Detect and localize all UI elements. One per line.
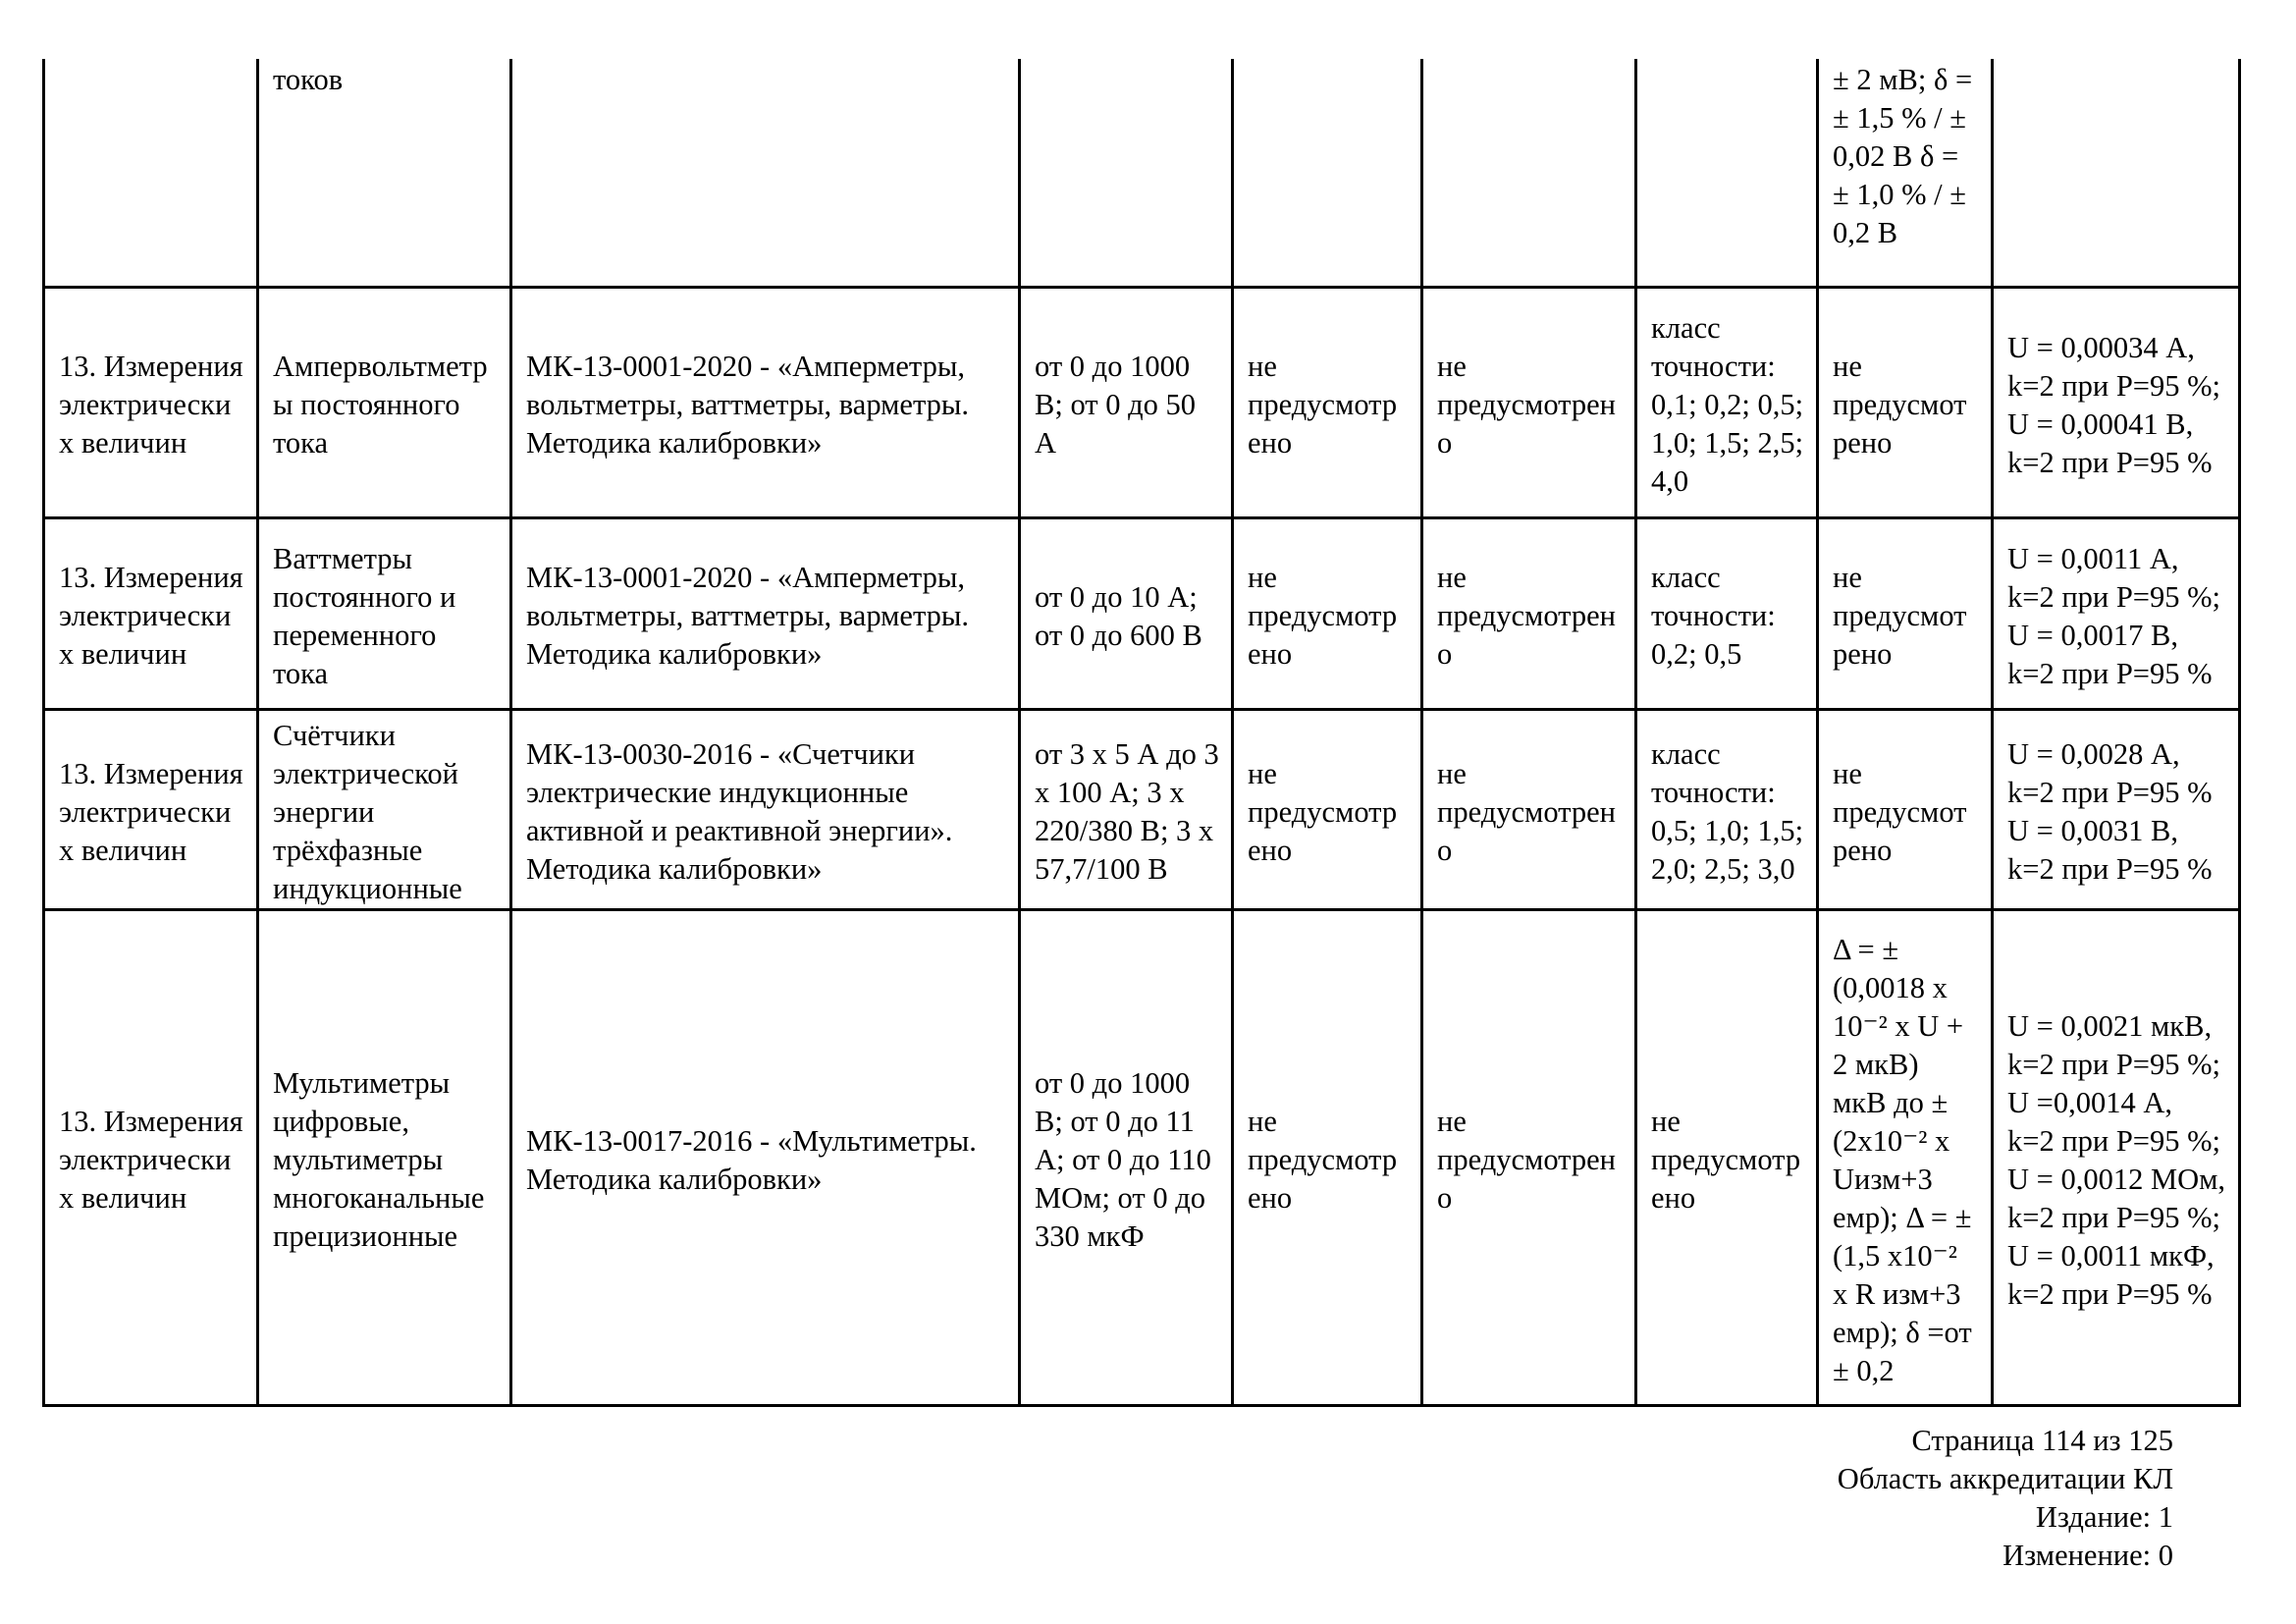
- cell-object: Ампервольтметры постоянного тока: [258, 287, 511, 517]
- cell-area: 13. Измерения электрических величин: [44, 909, 258, 1405]
- cell-area: 13. Измерения электрических величин: [44, 517, 258, 709]
- cell-accuracy-class: класс точности: 0,1; 0,2; 0,5; 1,0; 1,5; 2,5; 4,0: [1636, 287, 1818, 517]
- table-cell: [1233, 59, 1422, 287]
- cell-col5: не предусмотрено: [1233, 287, 1422, 517]
- cell-object: Мультиметры цифровые, мультиметры многоканальные прецизионные: [258, 909, 511, 1405]
- cell-col6: не предусмотрено: [1422, 517, 1636, 709]
- cell-uncertainty: U = 0,0021 мкВ, k=2 при P=95 %; U =0,0014 А, k=2 при P=95 %; U = 0,0012 МОм, k=2 при P=95 %; U = 0,0011 мкФ, k=2 при P=95 %: [1993, 909, 2240, 1405]
- cell-uncertainty: U = 0,0011 А, k=2 при P=95 %; U = 0,0017 В, k=2 при P=95 %: [1993, 517, 2240, 709]
- cell-method: МК-13-0001-2020 - «Амперметры, вольтметры, ваттметры, варметры. Методика калибровки»: [511, 517, 1020, 709]
- table-row-continuation: [44, 59, 2240, 287]
- cell-method: МК-13-0001-2020 - «Амперметры, вольтметры, ваттметры, варметры. Методика калибровки»: [511, 287, 1020, 517]
- table-cell: [1020, 59, 1233, 287]
- cell-range: от 0 до 10 А; от 0 до 600 В: [1020, 517, 1233, 709]
- cell-range: от 0 до 1000 В; от 0 до 11 А; от 0 до 110 МОм; от 0 до 330 мкФ: [1020, 909, 1233, 1405]
- table-row: [44, 287, 2240, 517]
- table-cell: [1422, 59, 1636, 287]
- table-row: [44, 709, 2240, 909]
- table-cell: [44, 59, 258, 287]
- cell-col6: не предусмотрено: [1422, 909, 1636, 1405]
- footer-change: Изменение: 0: [2002, 1539, 2173, 1572]
- accreditation-scope-table: [42, 59, 2241, 1407]
- table-row: [44, 517, 2240, 709]
- footer-edition: Издание: 1: [2035, 1500, 2173, 1534]
- table-cell: [1993, 59, 2240, 287]
- cell-uncertainty: U = 0,0028 А, k=2 при P=95 % U = 0,0031 В, k=2 при P=95 %: [1993, 709, 2240, 909]
- cell-object: Счётчики электрической энергии трёхфазные индукционные: [258, 709, 511, 909]
- table-cell: ± 2 мВ; δ = ± 1,5 % / ± 0,02 В δ = ± 1,0 % / ± 0,2 В: [1818, 59, 1993, 287]
- table-cell: [511, 59, 1020, 287]
- cell-error: не предусмотрено: [1818, 709, 1993, 909]
- cell-error: не предусмотрено: [1818, 287, 1993, 517]
- cell-method: МК-13-0030-2016 - «Счетчики электрические индукционные активной и реактивной энергии». Методика калибровки»: [511, 709, 1020, 909]
- cell-uncertainty: U = 0,00034 А, k=2 при P=95 %; U = 0,00041 В, k=2 при P=95 %: [1993, 287, 2240, 517]
- cell-accuracy-class: не предусмотрено: [1636, 909, 1818, 1405]
- table-cell: [1636, 59, 1818, 287]
- cell-area: 13. Измерения электрических величин: [44, 287, 258, 517]
- cell-col5: не предусмотрено: [1233, 909, 1422, 1405]
- table-row: [44, 909, 2240, 1405]
- cell-col5: не предусмотрено: [1233, 709, 1422, 909]
- page-footer: [1838, 1422, 2173, 1575]
- cell-col5: не предусмотрено: [1233, 517, 1422, 709]
- cell-object: Ваттметры постоянного и переменного тока: [258, 517, 511, 709]
- cell-range: от 0 до 1000 В; от 0 до 50 А: [1020, 287, 1233, 517]
- cell-error: не предусмотрено: [1818, 517, 1993, 709]
- cell-col6: не предусмотрено: [1422, 709, 1636, 909]
- cell-method: МК-13-0017-2016 - «Мультиметры. Методика калибровки»: [511, 909, 1020, 1405]
- cell-area: 13. Измерения электрических величин: [44, 709, 258, 909]
- cell-col6: не предусмотрено: [1422, 287, 1636, 517]
- footer-scope-title: Область аккредитации КЛ: [1837, 1462, 2173, 1495]
- cell-accuracy-class: класс точности: 0,5; 1,0; 1,5; 2,0; 2,5; 3,0: [1636, 709, 1818, 909]
- table-cell: токов: [258, 59, 511, 287]
- cell-error: Δ = ± (0,0018 x 10⁻² x U + 2 мкВ) мкВ до ± (2x10⁻² x Uизм+3 емр); Δ = ± (1,5 x10⁻² x R изм+3 емр); δ =от ± 0,2: [1818, 909, 1993, 1405]
- page-number: Страница 114 из 125: [1911, 1424, 2173, 1457]
- cell-accuracy-class: класс точности: 0,2; 0,5: [1636, 517, 1818, 709]
- cell-range: от 3 x 5 А до 3 x 100 А; 3 x 220/380 В; 3 x 57,7/100 В: [1020, 709, 1233, 909]
